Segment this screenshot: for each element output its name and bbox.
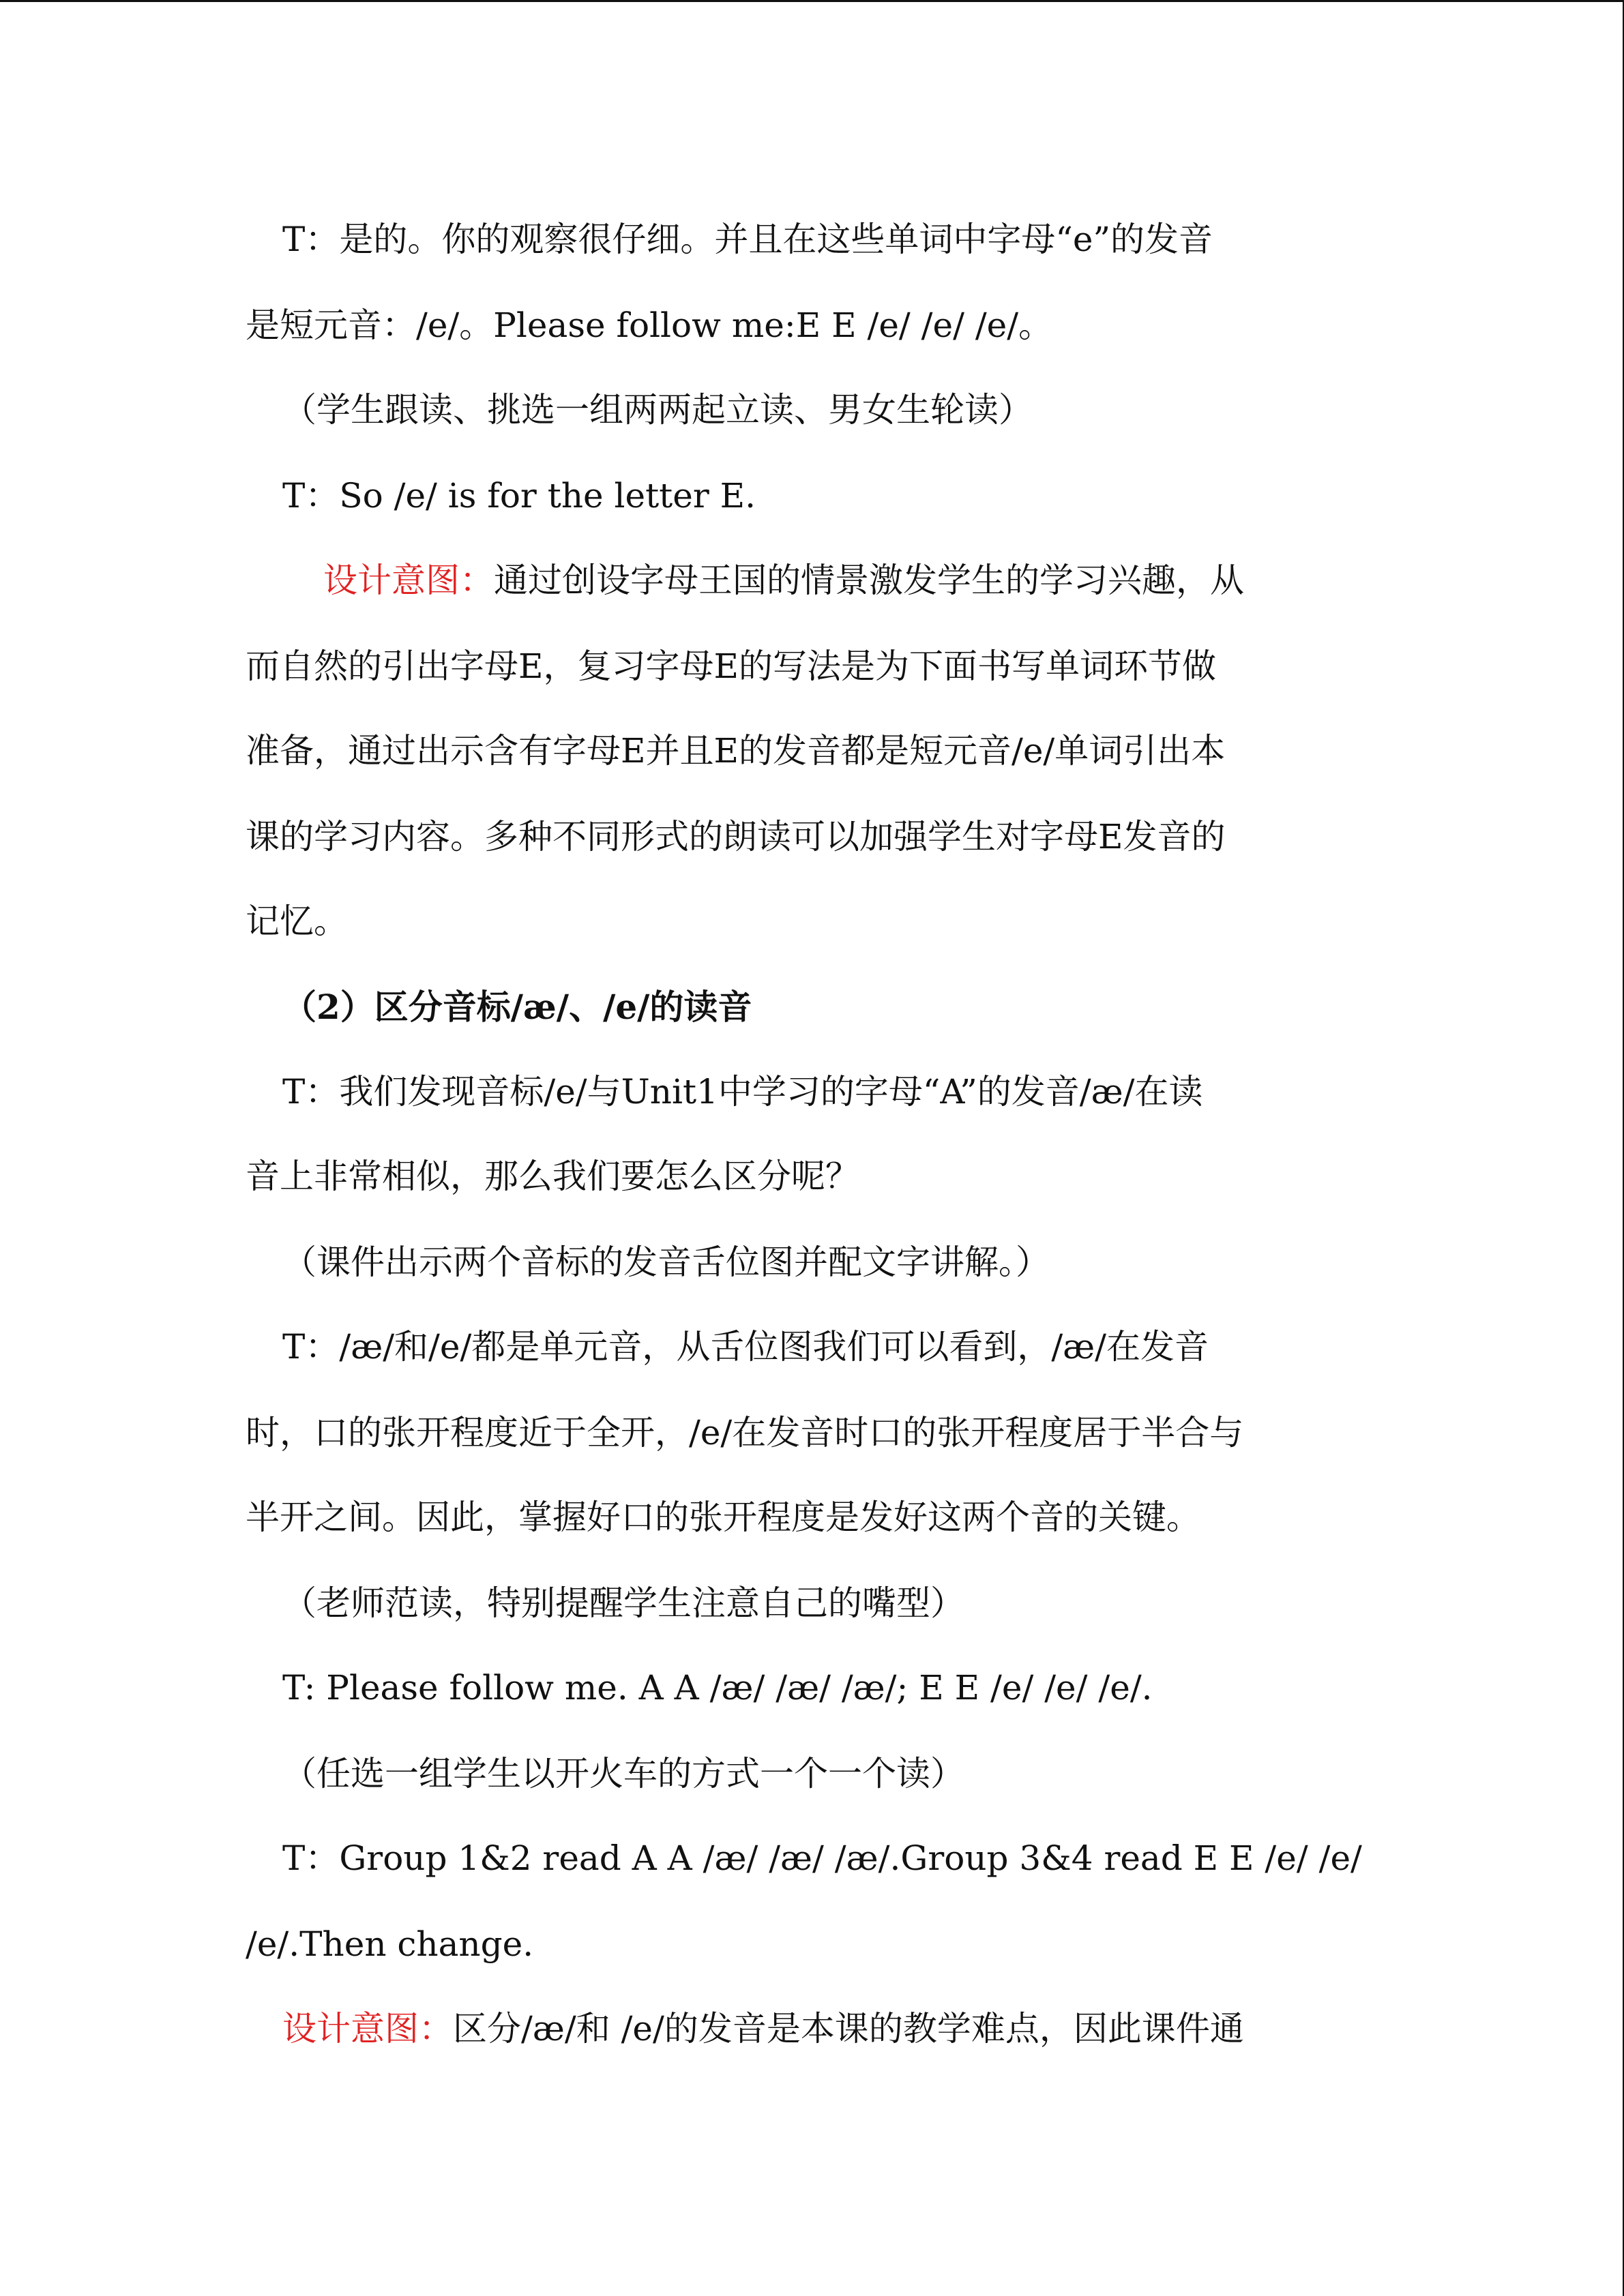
text-line: 准备，通过出示含有字母E并且E的发音都是短元音/e/单词引出本 [246,731,1226,771]
design-intent-label: 设计意图： [323,561,494,600]
design-intent-label: 设计意图： [282,2009,453,2048]
text-line: T: Please follow me. A A /æ/ /æ/ /æ/; E E /e/ /e/ /e/. [282,1668,1153,1708]
text-line: T：是的。你的观察很仔细。并且在这些单词中字母“e”的发音 [282,220,1213,259]
text-line: （任选一组学生以开火车的方式一个一个读） [282,1754,964,1793]
design-intent-line [282,2005,1244,2053]
text-line: /e/.Then change. [246,1924,534,1964]
text-line: 音上非常相似，那么我们要怎么区分呢？ [246,1157,859,1196]
text-line: T：/æ/和/e/都是单元音，从舌位图我们可以看到，/æ/在发音 [282,1327,1209,1367]
design-intent-line [323,556,1244,604]
text-line: T：我们发现音标/e/与Unit1中学习的字母“A”的发音/æ/在读 [282,1072,1203,1112]
text-line: 半开之间。因此，掌握好口的张开程度是发好这两个音的关键。 [246,1497,1200,1537]
top-border [0,0,1624,2]
section-heading: （2）区分音标/æ/、/e/的读音 [282,987,752,1027]
text-line: （课件出示两个音标的发音舌位图并配文字讲解。） [282,1242,1050,1282]
text-line: 是短元音：/e/。Please follow me:E E /e/ /e/ /e/。 [246,305,1053,345]
text-line: 通过创设字母王国的情景激发学生的学习兴趣，从 [494,561,1244,600]
text-line: 区分/æ/和 /e/的发音是本课的教学难点，因此课件通 [453,2009,1244,2048]
text-line: （老师范读，特别提醒学生注意自己的嘴型） [282,1583,964,1623]
text-line: 记忆。 [246,901,348,941]
text-line: 时，口的张开程度近于全开，/e/在发音时口的张开程度居于半合与 [246,1413,1244,1452]
text-line: （学生跟读、挑选一组两两起立读、男女生轮读） [282,390,1033,430]
text-line: T：Group 1&2 read A A /æ/ /æ/ /æ/.Group 3&4 read E E /e/ /e/ [282,1838,1362,1878]
text-line: 而自然的引出字母E，复习字母E的写法是为下面书写单词环节做 [246,646,1216,686]
text-line: 课的学习内容。多种不同形式的朗读可以加强学生对字母E发音的 [246,817,1226,856]
text-line: T：So /e/ is for the letter E. [282,476,756,516]
